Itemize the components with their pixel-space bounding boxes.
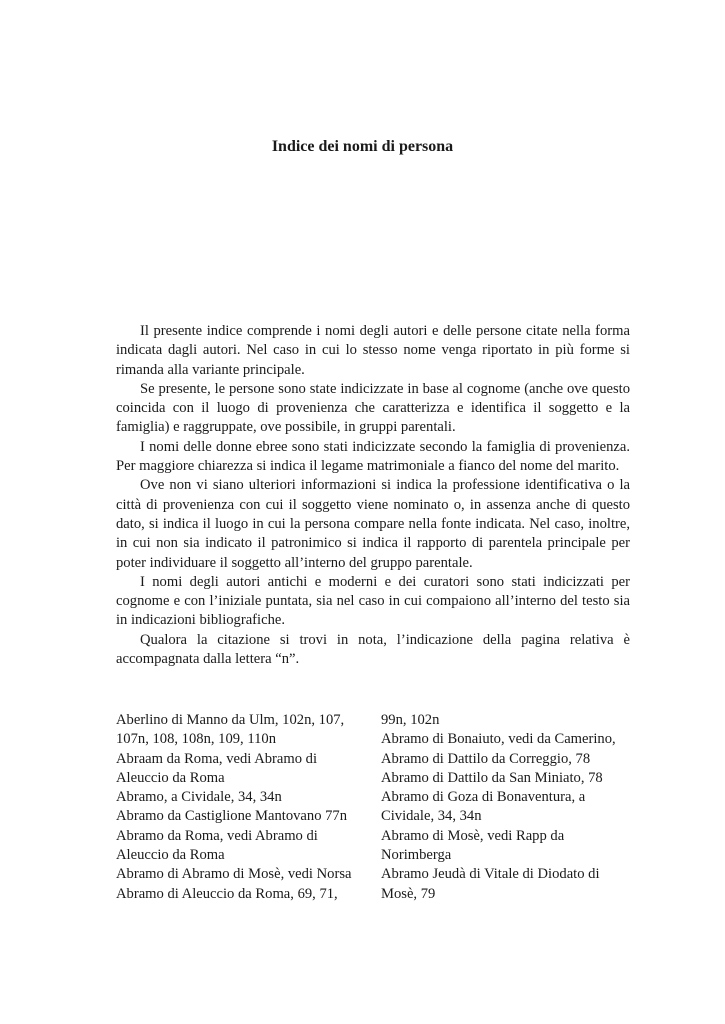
intro-text — [116, 322, 630, 669]
index-entry-line: Aleuccio da Roma — [116, 769, 225, 786]
intro-paragraph: Ove non vi siano ulteriori informazioni si indica la professione identificativa o la città di provenienza con cui il soggetto viene nominato o, in assenza anche di questo dato, si indica il luogo in cui la persona compare nella fonte indicata. Nel caso, inoltre, in cui non sia indicato il patronimico si indica il rapporto di parentela principale per poter individuare il soggetto all’interno del gruppo parentale. — [116, 477, 630, 571]
index-column-left — [116, 711, 366, 904]
intro-paragraph: Il presente indice comprende i nomi degli autori e delle persone citate nella forma indicata dagli autori. Nel caso in cui lo stesso nome venga riportato in più forme si rimanda alla variante principale. — [116, 323, 630, 378]
index-entry-line: Abraam da Roma, vedi Abramo di — [116, 750, 318, 767]
intro-paragraph: Qualora la citazione si trovi in nota, l’indicazione della pagina relativa è accompagnata dalla lettera “n”. — [116, 631, 630, 668]
index-entry-line: Abramo da Roma, vedi Abramo di — [116, 827, 318, 844]
index-entry-line: Abramo di Dattilo da San Miniato, 78 — [381, 769, 603, 786]
index-column-right — [381, 711, 631, 904]
index-entry-line: Abramo Jeudà di Vitale di Diodato di — [381, 866, 600, 883]
page-title: Indice dei nomi di persona — [271, 138, 454, 155]
index-entry-line: Cividale, 34, 34n — [381, 808, 482, 825]
index-entry-line: Mosè, 79 — [381, 885, 436, 902]
index-entry-line: Abramo di Mosè, vedi Rapp da — [381, 827, 565, 844]
index-entry-line: Abramo di Dattilo da Correggio, 78 — [381, 750, 591, 767]
index-entry-line: Aleuccio da Roma — [116, 847, 225, 864]
index-entry-line: Aberlino di Manno da Ulm, 102n, 107, — [116, 712, 345, 728]
index-entry-line: Abramo di Abramo di Mosè, vedi Norsa — [116, 866, 352, 883]
index-entry-line: Norimberga — [381, 847, 452, 864]
index-entry-line: Abramo di Goza di Bonaventura, a — [381, 789, 586, 806]
index-entry-line: 99n, 102n — [381, 712, 440, 728]
intro-paragraph: I nomi degli autori antichi e moderni e dei curatori sono stati indicizzati per cognome e con l’iniziale puntata, sia nel caso in cui compaiono all’interno del testo sia in indicazioni bibliografiche. — [116, 573, 630, 629]
index-entry-line: Abramo da Castiglione Mantovano 77n — [116, 808, 348, 825]
intro-paragraph: I nomi delle donne ebree sono stati indicizzate secondo la famiglia di provenienza. Per maggiore chiarezza si indica il legame matrimoniale a fianco del nome del marito. — [116, 438, 630, 475]
index-entry-line: Abramo di Bonaiuto, vedi da Camerino, — [381, 731, 616, 748]
intro-paragraph: Se presente, le persone sono state indicizzate in base al cognome (anche ove questo coincida con il luogo di provenienza che caratterizza e identifica il soggetto e la famiglia) e raggruppate, ove possibile, in gruppi parentali. — [116, 380, 630, 436]
index-entry-line: Abramo, a Cividale, 34, 34n — [116, 789, 282, 806]
index-entry-line: Abramo di Aleuccio da Roma, 69, 71, — [116, 885, 338, 902]
index-entry-line: 107n, 108, 108n, 109, 110n — [116, 731, 276, 748]
